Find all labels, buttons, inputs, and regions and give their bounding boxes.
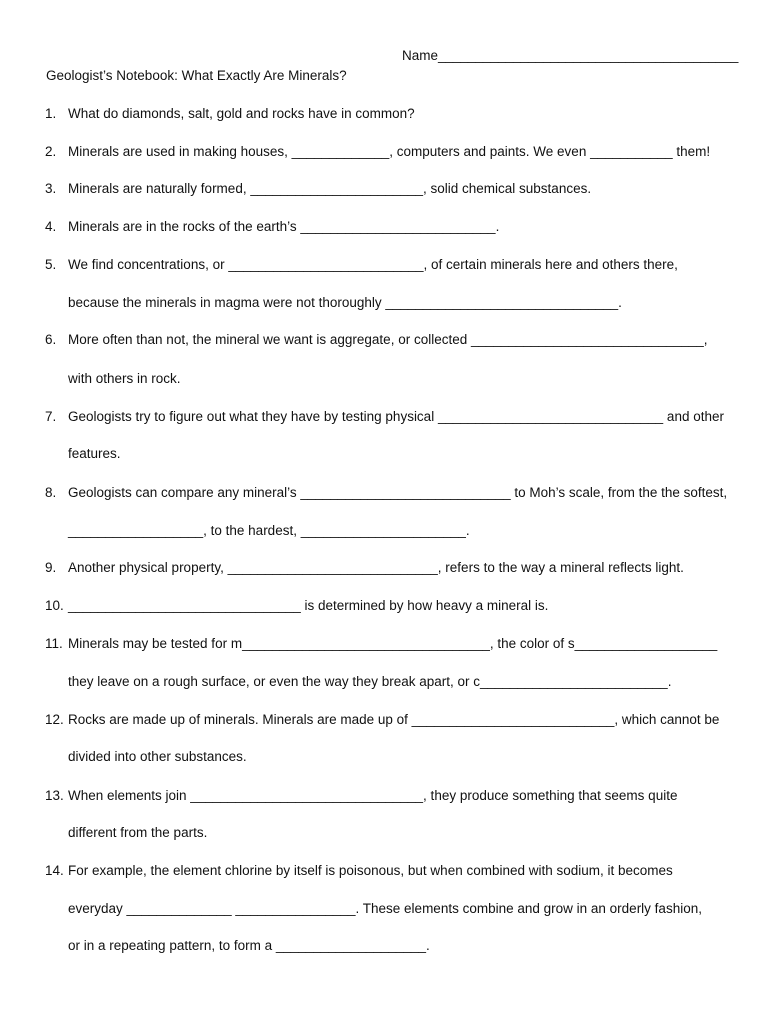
question-text: Minerals are used in making houses, _____________, computers and paints. We even ___________ them! — [68, 144, 711, 159]
question-text-continued: __________________, to the hardest, ______________________. — [68, 523, 470, 538]
question-text: We find concentrations, or __________________________, of certain minerals here and others there, — [68, 257, 678, 272]
question-text: Minerals are in the rocks of the earth’s __________________________. — [68, 219, 500, 234]
question-number: 13. — [45, 788, 64, 803]
question-text: For example, the element chlorine by itself is poisonous, but when combined with sodium, it becomes — [68, 863, 673, 878]
question-number: 11. — [45, 636, 63, 651]
question-text-continued: divided into other substances. — [68, 749, 247, 764]
question-text: Minerals are naturally formed, _______________________, solid chemical substances. — [68, 181, 592, 196]
question-text-continued: with others in rock. — [68, 371, 181, 386]
question-text: Rocks are made up of minerals. Minerals are made up of ___________________________, which cannot be — [68, 712, 720, 727]
question-text: When elements join _______________________________, they produce something that seems quite — [68, 788, 678, 803]
question-number: 1. — [45, 106, 57, 121]
question-text: Another physical property, ____________________________, refers to the way a mineral reflects light. — [68, 560, 684, 575]
question-number: 5. — [45, 257, 57, 272]
question-text-continued: features. — [68, 446, 121, 461]
name-field-label: Name________________________________________ — [402, 48, 739, 63]
question-number: 14. — [45, 863, 64, 878]
question-text: Geologists can compare any mineral’s ____________________________ to Moh’s scale, from the the softest, — [68, 485, 728, 500]
question-number: 10. — [45, 598, 64, 613]
question-text-continued: everyday ______________ ________________. These elements combine and grow in an orderly fashion, — [68, 901, 702, 916]
question-number: 4. — [45, 219, 57, 234]
question-number: 12. — [45, 712, 64, 727]
question-number: 2. — [45, 144, 57, 159]
question-text-continued: or in a repeating pattern, to form a ____________________. — [68, 938, 430, 953]
question-text-continued: different from the parts. — [68, 825, 208, 840]
question-text-continued: because the minerals in magma were not thoroughly _______________________________. — [68, 295, 622, 310]
question-number: 7. — [45, 409, 57, 424]
question-number: 3. — [45, 181, 57, 196]
question-text: _______________________________ is determined by how heavy a mineral is. — [68, 598, 549, 613]
question-text-continued: they leave on a rough surface, or even the way they break apart, or c_________________________. — [68, 674, 672, 689]
question-text: Geologists try to figure out what they have by testing physical ______________________________ and other — [68, 409, 724, 424]
question-text: More often than not, the mineral we want is aggregate, or collected _______________________________, — [68, 332, 708, 347]
page-title: Geologist’s Notebook: What Exactly Are Minerals? — [46, 68, 347, 83]
question-number: 8. — [45, 485, 57, 500]
question-text: Minerals may be tested for m_________________________________, the color of s___________________ — [68, 636, 718, 651]
question-text: What do diamonds, salt, gold and rocks have in common? — [68, 106, 415, 121]
question-number: 9. — [45, 560, 57, 575]
question-number: 6. — [45, 332, 57, 347]
